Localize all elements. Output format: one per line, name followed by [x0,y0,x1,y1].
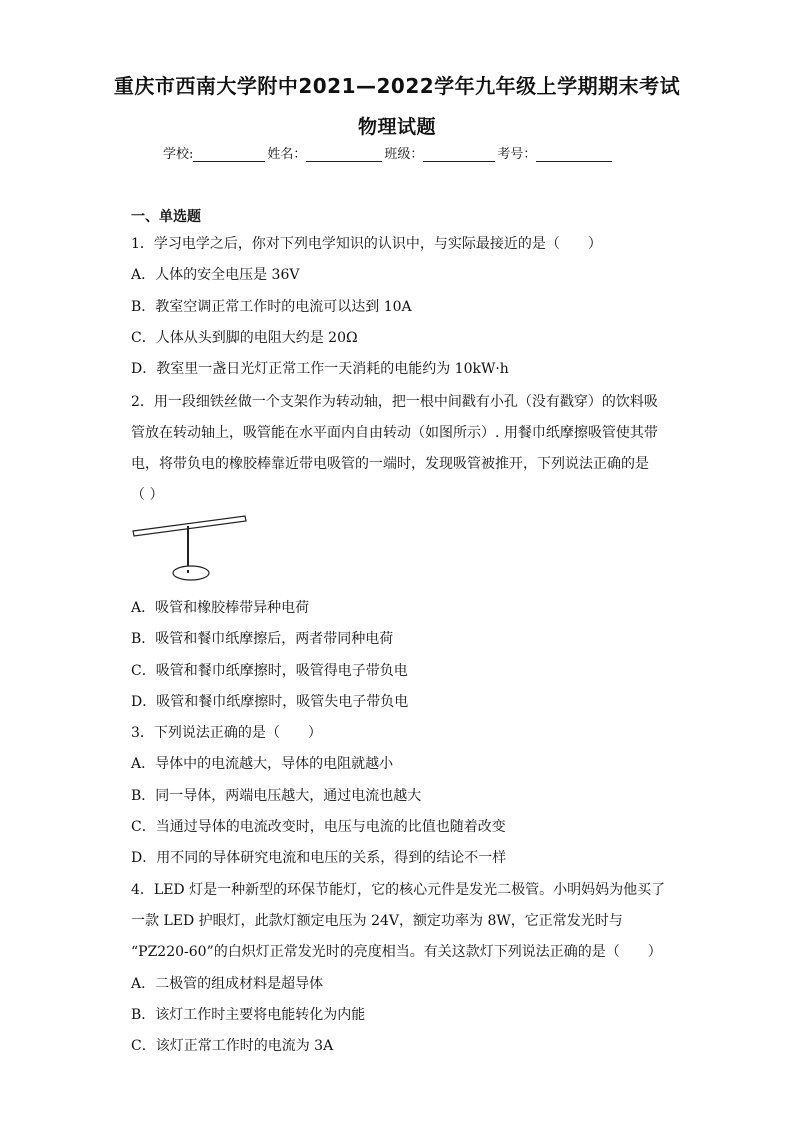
question-1-stem: 1．学习电学之后，你对下列电学知识的认识中，与实际最接近的是（ ） [131,236,602,252]
question-2-option-d: D．吸管和餐巾纸摩擦时，吸管失电子带负电 [131,694,409,710]
question-4-option-b: B．该灯工作时主要将电能转化为内能 [131,1007,366,1023]
question-3-option-d: D．用不同的导体研究电流和电压的关系，得到的结论不一样 [131,850,507,866]
exam-subtitle: 物理试题 [357,116,436,138]
question-3-option-c: C．当通过导体的电流改变时，电压与电流的比值也随着改变 [131,819,506,835]
question-1-option-b: B．教室空调正常工作时的电流可以达到 10A [131,299,412,315]
question-2-stem-line-4: （ ） [131,487,164,503]
section-title: 一、单选题 [131,209,201,225]
exam-title: 重庆市西南大学附中2021—2022学年九年级上学期期末考试 [113,74,681,98]
name-blank[interactable] [306,147,382,162]
question-4-stem-line-2: 一款 LED 护眼灯，此款灯额定电压为 24V，额定功率为 8W，它正常发光时与 [131,913,623,929]
question-2-stem-line-1: 2．用一段细铁丝做一个支架作为转动轴，把一根中间戳有小孔（没有戳穿）的饮料吸 [131,394,658,410]
question-4-stem-line-3: “PZ220-60”的白炽灯正常发光时的亮度相当。有关这款灯下列说法正确的是（ ） [131,944,662,960]
question-3-option-a: A．导体中的电流越大，导体的电阻就越小 [131,756,394,772]
question-3-stem: 3．下列说法正确的是（ ） [131,725,322,741]
question-2-option-c: C．吸管和餐巾纸摩擦时，吸管得电子带负电 [131,663,408,679]
question-2-option-b: B．吸管和餐巾纸摩擦后，两者带同种电荷 [131,631,394,647]
student-info-row [163,143,614,162]
question-1-option-d: D．教室里一盏日光灯正常工作一天消耗的电能约为 10kW·h [131,361,509,377]
id-blank[interactable] [536,147,612,162]
class-label: 班级： [384,147,424,162]
question-2-stem-line-3: 电，将带负电的橡胶棒靠近带电吸管的一端时，发现吸管被推开，下列说法正确的是 [131,456,649,472]
question-4-option-c: C．该灯正常工作时的电流为 3A [131,1038,334,1054]
question-2-stem-line-2: 管放在转动轴上，吸管能在水平面内自由转动（如图所示）. 用餐巾纸摩擦吸管使其带 [131,425,658,441]
question-1-option-a: A．人体的安全电压是 36V [131,267,300,283]
question-4-option-a: A．二极管的组成材料是超导体 [131,976,324,992]
question-2-option-a: A．吸管和橡胶棒带异种电荷 [131,600,310,616]
question-1-option-c: C．人体从头到脚的电阻大约是 20Ω [131,330,358,346]
class-blank[interactable] [423,147,495,162]
name-label: 姓名： [267,147,307,162]
school-label: 学校: [163,147,194,162]
question-3-option-b: B．同一导体，两端电压越大，通过电流也越大 [131,788,422,804]
school-blank[interactable] [193,147,265,162]
straw-shape [133,516,246,536]
straw-pivot-figure [131,512,251,588]
id-label: 考号： [497,147,537,162]
support-base [173,566,209,580]
question-4-stem-line-1: 4．LED 灯是一种新型的环保节能灯，它的核心元件是发光二极管。小明妈妈为他买了 [131,882,666,898]
